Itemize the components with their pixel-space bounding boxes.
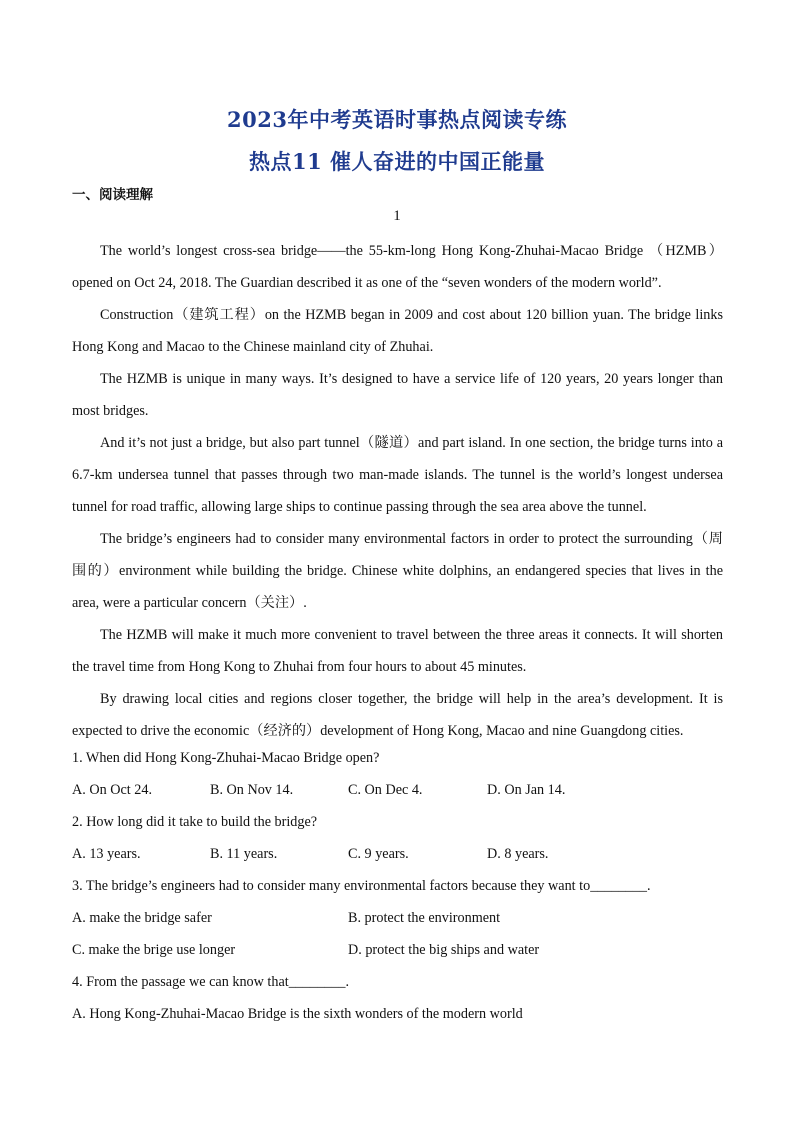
question-4-stem: 4. From the passage we can know that________. xyxy=(72,974,349,990)
question-3-option-b: B. protect the environment xyxy=(348,910,501,926)
passage-paragraph: And it’s not just a bridge, but also part tunnel（隧道）and part island. In one section, the bridge turns into a 6.7-km undersea tunnel that passes through two man-made islands. The tunnel is the world’s longest undersea tunnel for road traffic, allowing large ships to continue passing through the sea area above the tunnel. xyxy=(72,435,723,515)
question-2-option-d: D. 8 years. xyxy=(487,846,549,862)
document-title: 2023年中考英语时事热点阅读专练 xyxy=(227,107,567,132)
passage-paragraph: The HZMB is unique in many ways. It’s designed to have a service life of 120 years, 20 years longer than most bridges. xyxy=(72,371,723,419)
question-4-option-a: A. Hong Kong-Zhuhai-Macao Bridge is the sixth wonders of the modern world xyxy=(72,1006,523,1022)
question-3-option-d: D. protect the big ships and water xyxy=(348,942,540,958)
question-1-option-b: B. On Nov 14. xyxy=(210,782,294,798)
document-subtitle: 热点11 催人奋进的中国正能量 xyxy=(248,149,546,174)
question-1-option-c: C. On Dec 4. xyxy=(348,782,423,798)
passage-paragraph: By drawing local cities and regions closer together, the bridge will help in the area’s development. It is expected to drive the economic（经济的）development of Hong Kong, Macao and nine Guangdong cities. xyxy=(72,691,723,739)
question-1-option-d: D. On Jan 14. xyxy=(487,782,566,798)
reading-passage xyxy=(72,235,723,747)
passage-number: 1 xyxy=(393,208,401,224)
question-2-stem: 2. How long did it take to build the bridge? xyxy=(72,814,318,830)
question-2-option-a: A. 13 years. xyxy=(72,846,141,862)
section-heading: 一、阅读理解 xyxy=(72,187,153,203)
question-3-option-a: A. make the bridge safer xyxy=(72,910,212,926)
passage-paragraph: The bridge’s engineers had to consider many environmental factors in order to protect the surrounding（周围的）environment while building the bridge. Chinese white dolphins, an endangered species that lives in the area, were a particular concern（关注）. xyxy=(72,531,723,611)
question-1-option-a: A. On Oct 24. xyxy=(72,782,152,798)
question-3-stem: 3. The bridge’s engineers had to consider many environmental factors because they want to________. xyxy=(72,878,651,894)
question-2-option-b: B. 11 years. xyxy=(210,846,278,862)
question-2-option-c: C. 9 years. xyxy=(348,846,409,862)
passage-paragraph: The world’s longest cross-sea bridge——the 55-km-long Hong Kong-Zhuhai-Macao Bridge （HZMB） opened on Oct 24, 2018. The Guardian described it as one of the “seven wonders of the modern world”. xyxy=(72,243,723,291)
passage-paragraph: The HZMB will make it much more convenient to travel between the three areas it connects. It will shorten the travel time from Hong Kong to Zhuhai from four hours to about 45 minutes. xyxy=(72,627,723,675)
question-3-option-c: C. make the brige use longer xyxy=(72,942,236,958)
passage-paragraph: Construction（建筑工程）on the HZMB began in 2009 and cost about 120 billion yuan. The bridge links Hong Kong and Macao to the Chinese mainland city of Zhuhai. xyxy=(72,307,723,355)
question-1-stem: 1. When did Hong Kong-Zhuhai-Macao Bridge open? xyxy=(72,750,380,766)
